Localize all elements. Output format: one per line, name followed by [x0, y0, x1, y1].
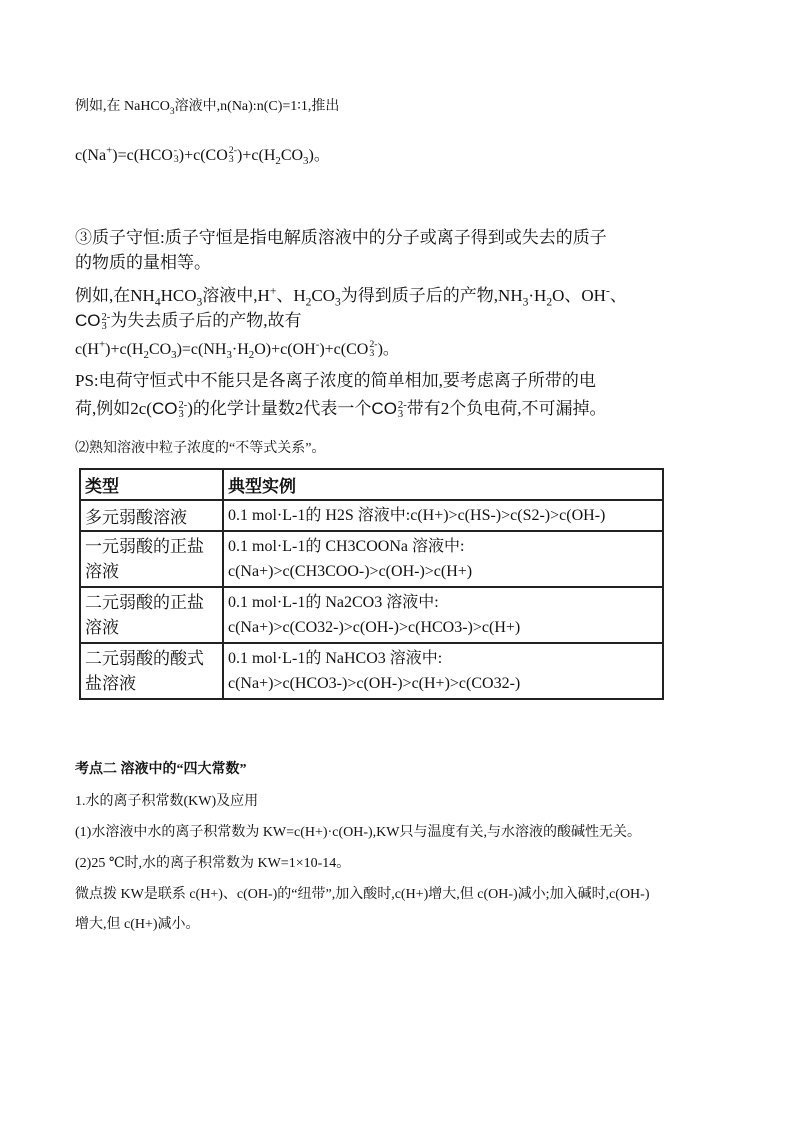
charge-balance-equation: c(Na+)=c(HCO - 3 )+c(CO 2- 3 )$+c(H_2CO_3)$。: [75, 144, 330, 168]
table-header-type: 类型: [80, 469, 223, 500]
kw-point-2: (2)25 ℃时,水的离子积常数为 KW=1×10-14。: [75, 856, 351, 871]
example-line-1: 例如,在 NaHCO$_3$溶液中,n(Na):n(C)=1∶1,推出: [75, 99, 340, 117]
ps-note-line-1: PS:电荷守恒式中不能只是各离子浓度的简单相加,要考虑离子所带的电: [75, 371, 596, 390]
row-type: 二元弱酸的酸式盐溶液: [80, 643, 223, 699]
row-example: 0.1 mol·L-1的 CH3COONa 溶液中: c(Na+)>c(CH3COO-)>c(OH-)>c(H+): [223, 531, 663, 587]
proton-conservation-line-1: ③质子守恒:质子守恒是指电解质溶液中的分子或离子得到或失去的质子: [75, 228, 607, 247]
row-type: 一元弱酸的正盐溶液: [80, 531, 223, 587]
kw-tip-line-2: 增大,但 c(H+)减小。: [75, 917, 200, 932]
table-row: [80, 643, 663, 699]
kw-tip-line-1: 微点拨 KW是联系 c(H+)、c(OH-)的“纽带”,加入酸时,c(H+)增大,但 c(OH-)减小;加入碱时,c(OH-): [75, 887, 650, 902]
table-row: [80, 587, 663, 643]
inequality-table: [79, 468, 664, 700]
proton-balance-equation: $c(H^+)+c(H_2CO_3)=c(NH_3\cdot H_2O)+c(OH^-)+c(CO$ 2- 3 )。: [75, 338, 399, 362]
row-example: 0.1 mol·L-1的 H2S 溶液中:c(H+)>c(HS-)>c(S2-)>c(OH-): [223, 500, 663, 531]
table-row: [80, 531, 663, 587]
proton-example-line: 例如,在$NH_4HCO_3$溶液中,H+、$H_2CO_3$为得到质子后的产物$,NH_3\cdot H_2O$、OH-、: [75, 284, 627, 309]
table-header-row: [80, 469, 663, 500]
row-type: 多元弱酸溶液: [80, 500, 223, 531]
ps-note-line-2: 荷,例如2c(CO 2- 3 )的化学计量数2代表一个CO 2- 3 带有2个负电荷,不可漏掉。: [75, 399, 607, 421]
section-four-constants-title: 考点二 溶液中的“四大常数”: [75, 762, 247, 777]
kw-heading: 1.水的离子积常数(KW)及应用: [75, 794, 259, 809]
table-header-example: 典型实例: [223, 469, 663, 500]
proton-conservation-line-2: 的物质的量相等。: [75, 253, 211, 272]
row-example: 0.1 mol·L-1的 NaHCO3 溶液中: c(Na+)>c(HCO3-)>c(OH-)>c(H+)>c(CO32-): [223, 643, 663, 699]
section-inequality-title: ⑵熟知溶液中粒子浓度的“不等式关系”。: [75, 441, 326, 456]
row-example: 0.1 mol·L-1的 Na2CO3 溶液中: c(Na+)>c(CO32-)>c(OH-)>c(HCO3-)>c(H+): [223, 587, 663, 643]
proton-example-line-2: CO 2- 3 为失去质子后的产物,故有: [75, 311, 302, 333]
kw-point-1: (1)水溶液中水的离子积常数为 KW=c(H+)·c(OH-),KW只与温度有关,与水溶液的酸碱性无关。: [75, 825, 641, 840]
table-row: [80, 500, 663, 531]
row-type: 二元弱酸的正盐溶液: [80, 587, 223, 643]
